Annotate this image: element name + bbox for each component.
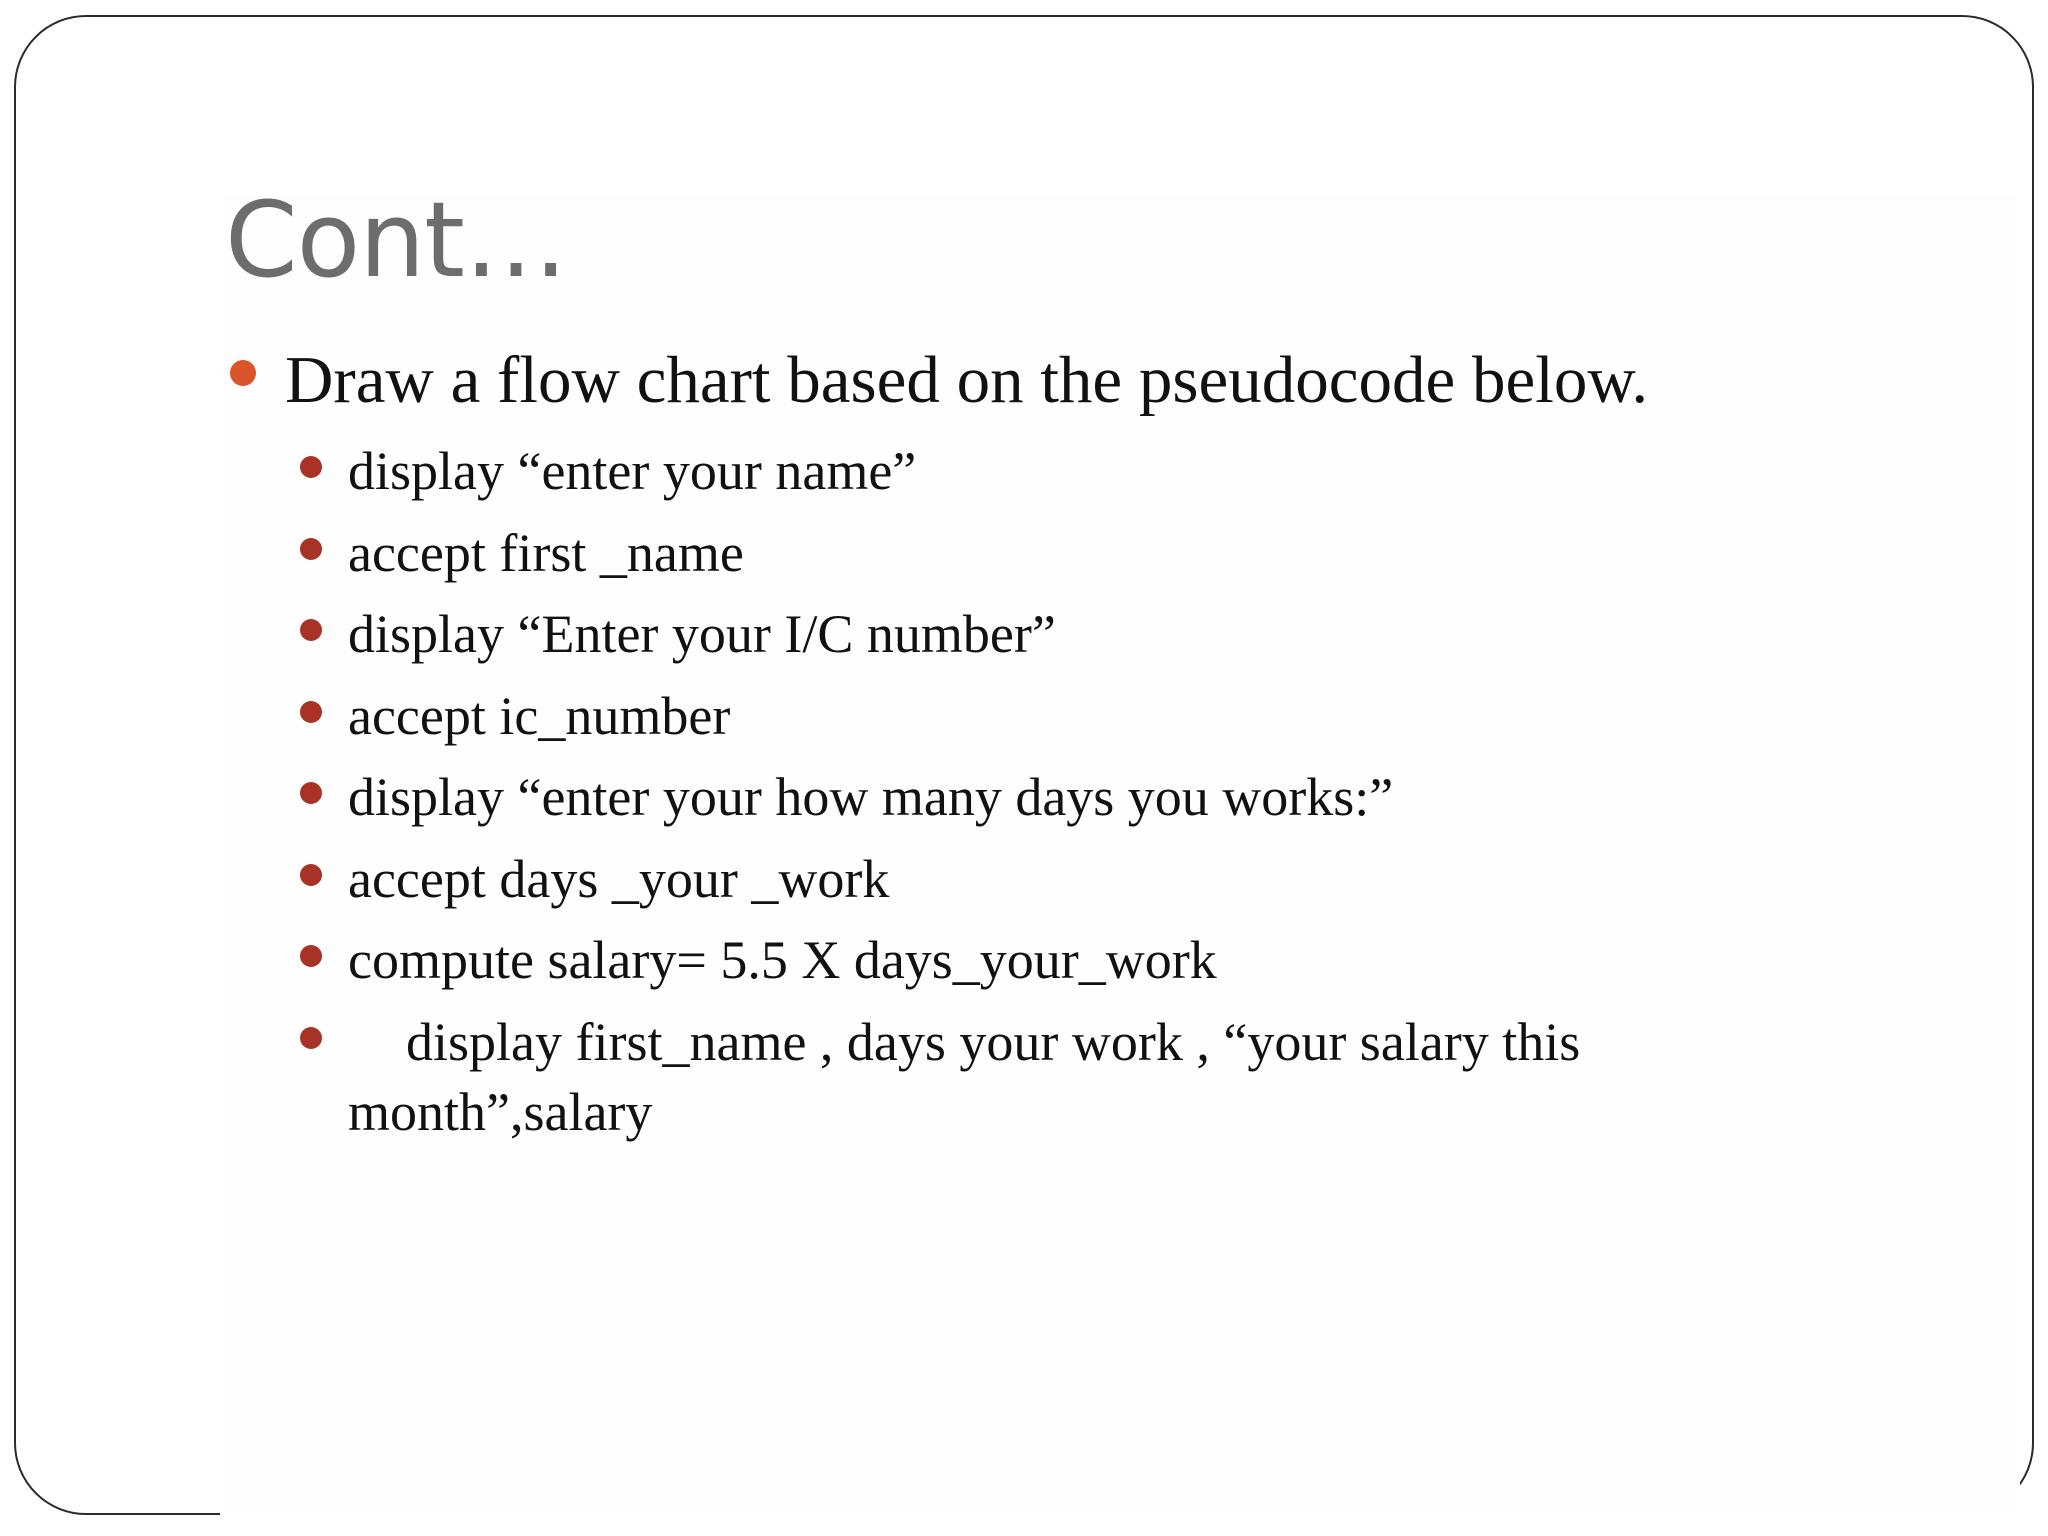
bullet-icon xyxy=(300,619,322,641)
list-item xyxy=(300,677,1750,759)
pseudocode-list xyxy=(300,432,1750,1147)
list-item xyxy=(300,1003,1750,1147)
bullet-icon xyxy=(300,456,322,478)
list-item-text: display “enter your name” xyxy=(348,441,917,501)
bullet-icon xyxy=(300,1027,322,1049)
bullet-icon xyxy=(300,864,322,886)
list-item-text: compute salary= 5.5 X days_your_work xyxy=(348,930,1217,990)
list-item-text: display “Enter your I/C number” xyxy=(348,604,1056,664)
list-item xyxy=(300,758,1750,840)
list-item-text: accept days _your _work xyxy=(348,848,890,909)
bullet-icon xyxy=(300,782,322,804)
bullet-icon xyxy=(300,701,322,723)
list-item xyxy=(300,921,1750,1003)
bullet-icon xyxy=(300,538,322,560)
slide-title: Cont… xyxy=(225,179,567,301)
list-item-text: accept first _name xyxy=(348,522,744,583)
list-item xyxy=(300,514,1750,596)
list-item-text: accept ic_number xyxy=(348,685,731,746)
list-item-text: display first_name , days your work , “your salary this month”,salary xyxy=(348,1011,1581,1142)
list-item xyxy=(300,840,1750,922)
list-item xyxy=(300,432,1750,514)
list-item-text: display “enter your how many days you works:” xyxy=(348,767,1394,827)
bullet-icon xyxy=(300,945,322,967)
main-bullet-icon xyxy=(230,360,256,386)
main-bullet-text: Draw a flow chart based on the pseudocode below. xyxy=(285,343,1649,417)
list-item xyxy=(300,595,1750,677)
